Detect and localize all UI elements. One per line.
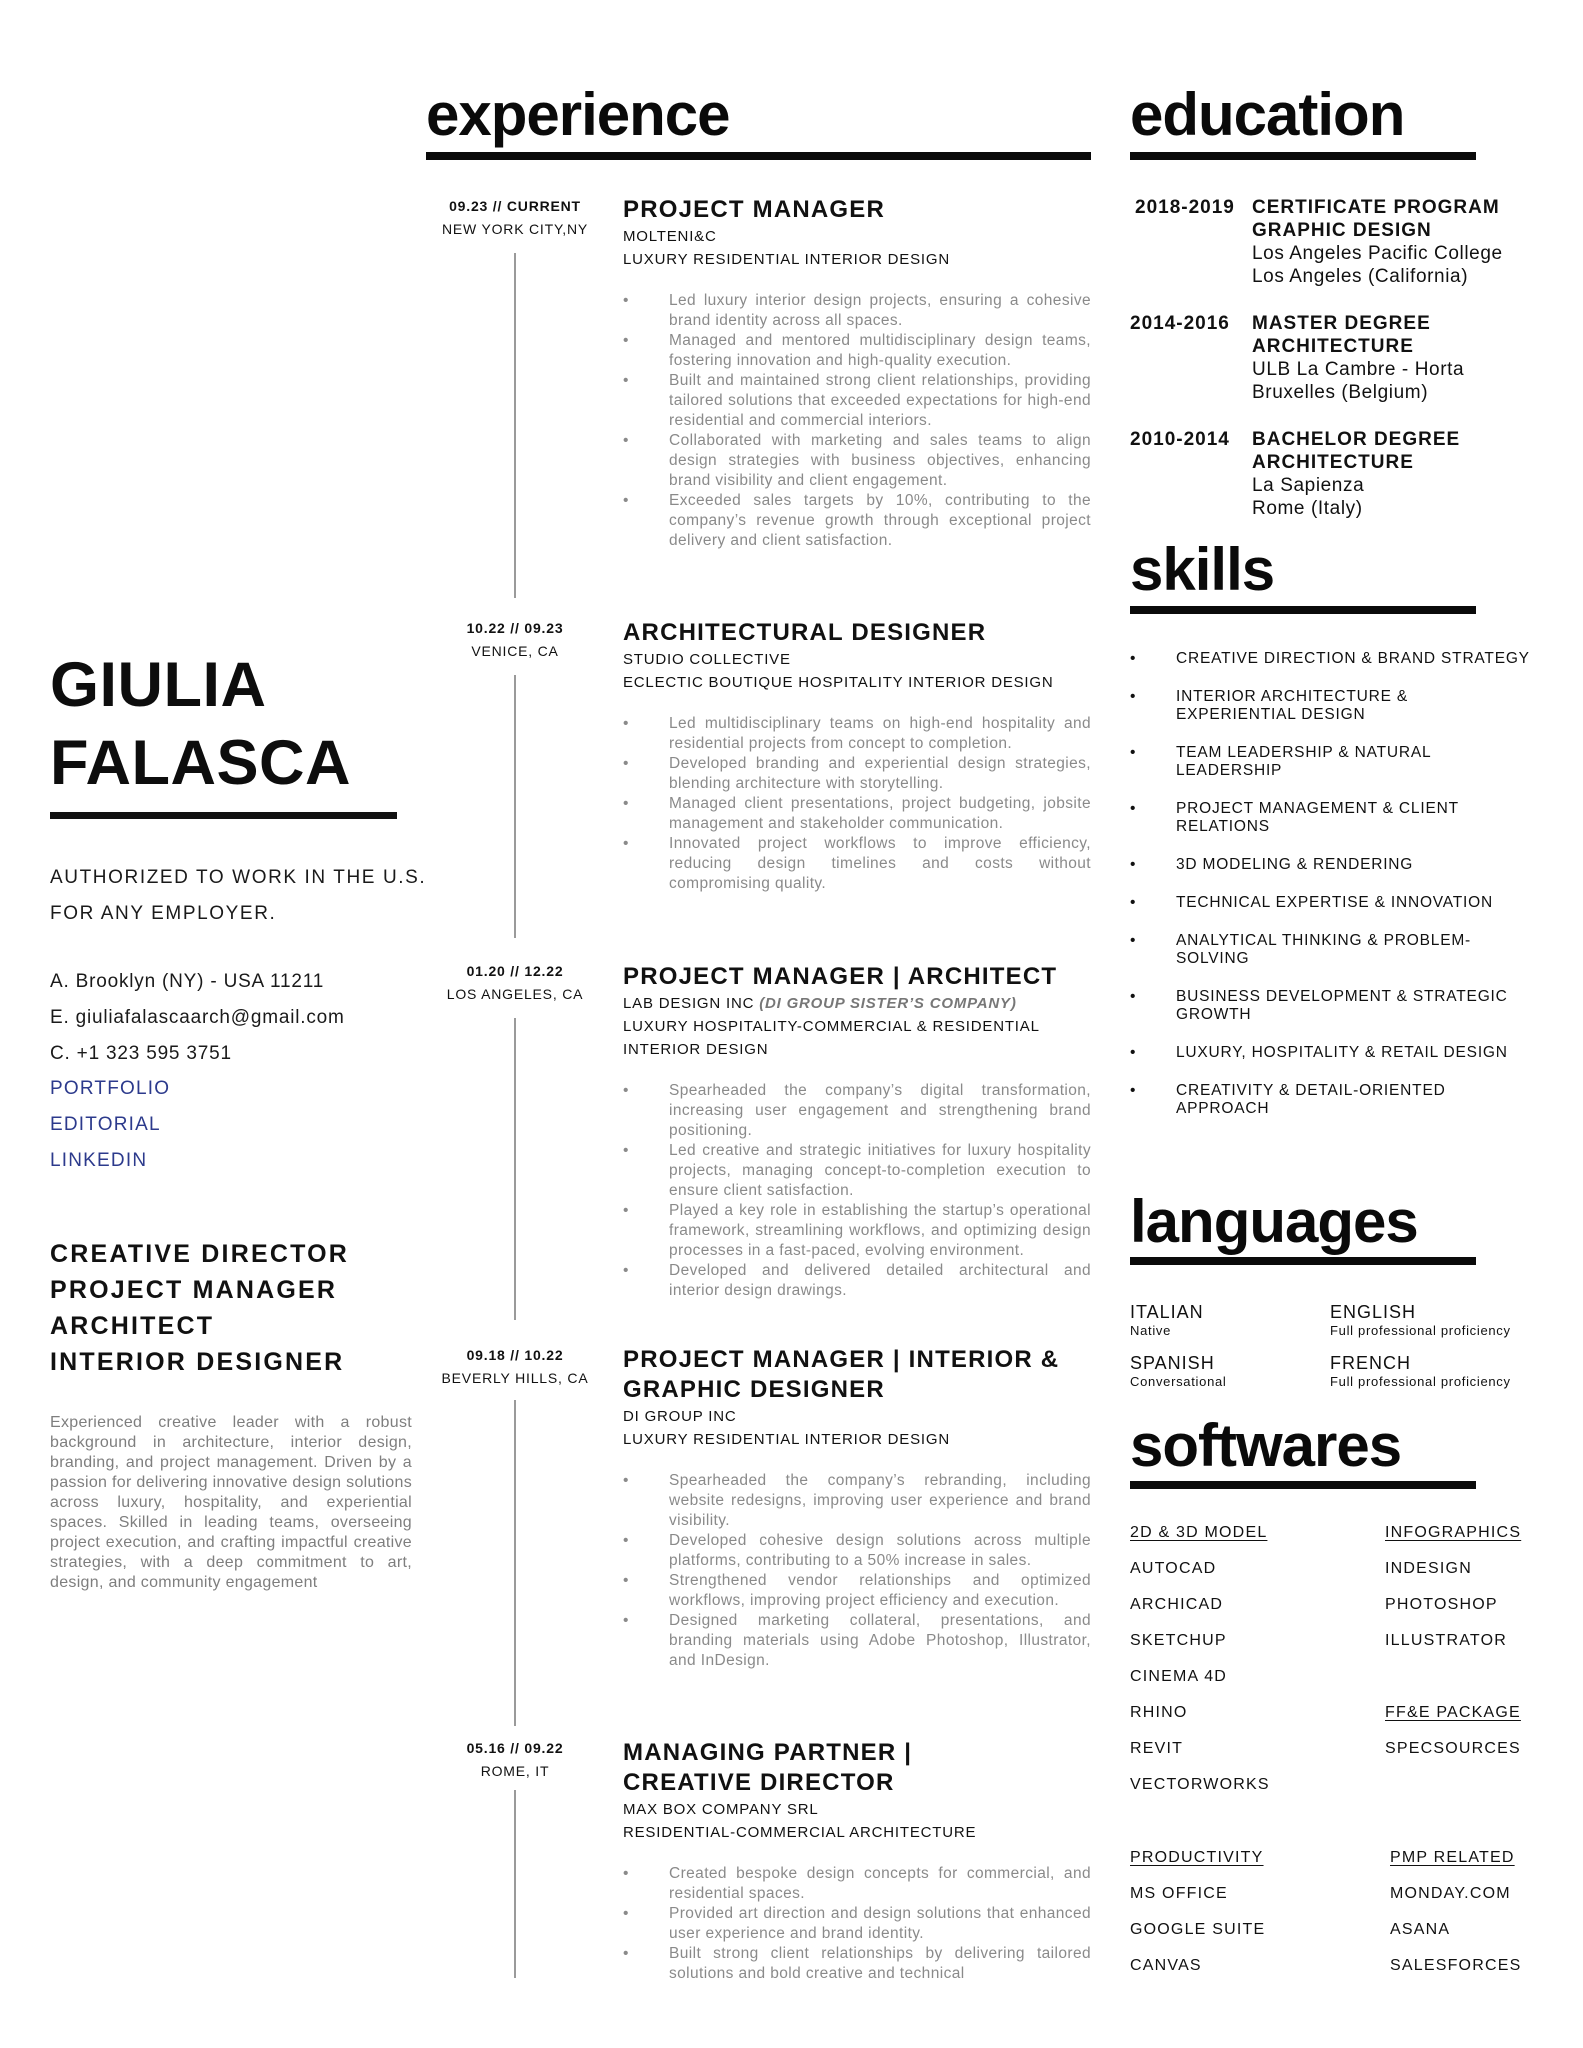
title-line: PROJECT MANAGER [50,1276,338,1304]
title-line: ARCHITECT [50,1312,215,1340]
job-bullets [623,714,1091,894]
job-dates [430,1344,600,1390]
profile-summary: Experienced creative leader with a robust background in architecture, interior design, branding, and project management. Driven by a passion for delivering innovative design solutions across luxury, hospitality, and experiential spaces. Skilled in leading teams, overseeing project execution, and crafting impactful creative strategies, with a deep commitment to art, design, and community engagement [50,1414,412,1591]
software-group-ffe [1385,1695,1521,1767]
job-bullet: • Strengthened vendor relationships and optimized workflows, improving project efficiency and execution. [623,1571,1091,1611]
job-date-range: 09.23 // CURRENT [449,198,581,214]
contact-address: A. Brooklyn (NY) - USA 11211 [50,971,325,992]
school-line: Bruxelles (Belgium) [1252,382,1429,403]
degree-line: CERTIFICATE PROGRAM [1252,197,1500,218]
education-heading: education [1130,81,1405,148]
job-sector: RESIDENTIAL-COMMERCIAL ARCHITECTURE [623,1824,977,1841]
timeline-line [514,1018,516,1320]
skill-item: • CREATIVE DIRECTION & BRAND STRATEGY [1130,650,1530,668]
profile-links [50,1071,170,1179]
company-name: LAB DESIGN INC [623,995,760,1012]
software-group-heading: FF&E PACKAGE [1385,1704,1521,1721]
software-item: MONDAY.COM [1390,1885,1511,1902]
languages-heading-rule [1130,1257,1476,1265]
title-line: CREATIVE DIRECTOR [50,1240,349,1268]
language-name: FRENCH [1330,1353,1411,1373]
language-entry [1130,1353,1227,1389]
job-date-range: 10.22 // 09.23 [466,620,564,636]
language-level: Full professional proficiency [1330,1323,1511,1338]
skills-list [1130,650,1530,1138]
education-years: 2010-2014 [1130,429,1230,450]
job-bullet: • Designed marketing collateral, presentations, and branding materials using Adobe Photoshop, Illustrator, and InDesign. [623,1611,1091,1671]
authorization-line: FOR ANY EMPLOYER. [50,903,277,924]
job-bullet: • Provided art direction and design solutions that enhanced user experience and brand identity. [623,1904,1091,1944]
timeline-line [514,1400,516,1726]
software-item: RHINO [1130,1704,1188,1721]
software-item: CANVAS [1130,1957,1202,1974]
education-degree [1252,196,1572,242]
job-company [623,1798,1091,1821]
skill-item: • 3D MODELING & RENDERING [1130,856,1530,874]
job-company [623,1405,1091,1428]
timeline-line [514,1790,516,1978]
job-bullet: • Led multidisciplinary teams on high-end hospitality and residential projects from concept to completion. [623,714,1091,754]
job-bullet: • Developed and delivered detailed architectural and interior design drawings. [623,1261,1091,1301]
job-location: VENICE, CA [471,643,559,659]
education-degree [1252,428,1572,474]
software-group-model [1130,1515,1270,1803]
job-entry [623,1738,1091,1984]
school-line: Rome (Italy) [1252,498,1363,519]
job-dates [430,617,600,663]
job-bullet: • Collaborated with marketing and sales teams to align design strategies with business objectives, enhancing brand visibility and client engagement. [623,431,1091,491]
experience-heading: experience [426,81,730,148]
work-authorization [50,860,426,932]
skill-item: • TEAM LEADERSHIP & NATURAL LEADERSHIP [1130,744,1530,780]
job-title: PROJECT MANAGER | INTERIOR & GRAPHIC DESIGNER [623,1346,1060,1403]
software-group-infographics [1385,1515,1521,1659]
job-title: ARCHITECTURAL DESIGNER [623,619,987,646]
job-bullet: • Developed branding and experiential design strategies, blending architecture with storytelling. [623,754,1091,794]
job-bullets [623,1081,1091,1301]
job-bullet: • Innovated project workflows to improve efficiency, reducing design timelines and costs without compromising quality. [623,834,1091,894]
job-location: ROME, IT [480,1763,550,1779]
degree-line: ARCHITECTURE [1252,452,1414,473]
skill-item: • ANALYTICAL THINKING & PROBLEM-SOLVING [1130,932,1530,968]
education-years: 2014-2016 [1130,313,1230,334]
degree-line: MASTER DEGREE [1252,313,1431,334]
education-school [1252,358,1572,404]
company-name: STUDIO COLLECTIVE [623,651,791,668]
job-title: MANAGING PARTNER | CREATIVE DIRECTOR [623,1739,913,1796]
job-bullet: • Exceeded sales targets by 10%, contributing to the company’s revenue growth through exceptional project delivery and client satisfaction. [623,491,1091,551]
authorization-line: AUTHORIZED TO WORK IN THE U.S. [50,867,427,888]
contact-phone[interactable]: C. +1 323 595 3751 [50,1043,232,1064]
degree-line: ARCHITECTURE [1252,336,1414,357]
candidate-name [50,646,351,802]
job-dates [430,195,600,241]
job-location: LOS ANGELES, CA [446,986,584,1002]
software-item: SPECSOURCES [1385,1740,1521,1757]
job-bullet: • Led creative and strategic initiatives for luxury hospitality projects, managing concept-to-completion execution to ensure client satisfaction. [623,1141,1091,1201]
portfolio-link[interactable]: PORTFOLIO [50,1078,171,1099]
job-sector: LUXURY RESIDENTIAL INTERIOR DESIGN [623,1431,950,1448]
job-sector: LUXURY HOSPITALITY-COMMERCIAL & RESIDENTIAL INTERIOR DESIGN [623,1018,1040,1058]
first-name: GIULIA [50,650,267,720]
job-bullet: • Led luxury interior design projects, ensuring a cohesive brand identity across all spaces. [623,291,1091,331]
skill-item: • TECHNICAL EXPERTISE & INNOVATION [1130,894,1530,912]
software-group-heading: PRODUCTIVITY [1130,1849,1264,1866]
software-item: INDESIGN [1385,1560,1472,1577]
software-group-heading: 2D & 3D MODEL [1130,1524,1268,1541]
job-bullet: • Developed cohesive design solutions across multiple platforms, contributing to a 50% increase in sales. [623,1531,1091,1571]
company-name: DI GROUP INC [623,1408,737,1425]
software-group-productivity [1130,1840,1265,1984]
job-company [623,648,1091,671]
software-item: CINEMA 4D [1130,1668,1228,1685]
job-location: BEVERLY HILLS, CA [441,1370,589,1386]
job-bullets [623,291,1091,551]
software-item: SKETCHUP [1130,1632,1227,1649]
skill-item: • INTERIOR ARCHITECTURE & EXPERIENTIAL DESIGN [1130,688,1530,724]
job-dates [430,1737,600,1783]
degree-line: GRAPHIC DESIGN [1252,220,1432,241]
software-item: ILLUSTRATOR [1385,1632,1507,1649]
job-date-range: 05.16 // 09.22 [466,1740,564,1756]
language-name: ENGLISH [1330,1302,1417,1322]
software-item: AUTOCAD [1130,1560,1217,1577]
language-level: Native [1130,1323,1172,1338]
software-item: MS OFFICE [1130,1885,1228,1902]
skill-item: • PROJECT MANAGEMENT & CLIENT RELATIONS [1130,800,1530,836]
skill-item: • LUXURY, HOSPITALITY & RETAIL DESIGN [1130,1044,1530,1062]
language-entry [1130,1302,1204,1338]
company-note: (DI GROUP SISTER’S COMPANY) [759,995,1017,1012]
linkedin-link[interactable]: LINKEDIN [50,1150,148,1171]
last-name: FALASCA [50,728,351,798]
education-school [1252,242,1572,288]
job-title: PROJECT MANAGER | ARCHITECT [623,963,1058,990]
professional-titles [50,1236,349,1380]
software-item: ASANA [1390,1921,1451,1938]
job-entry [623,618,1091,894]
job-dates [430,960,600,1006]
language-name: SPANISH [1130,1353,1215,1373]
job-company [623,992,1091,1015]
contact-email[interactable]: E. giuliafalascaarch@gmail.com [50,1007,345,1028]
education-degree [1252,312,1572,358]
school-line: Los Angeles Pacific College [1252,243,1503,264]
timeline-line [514,253,516,598]
editorial-link[interactable]: EDITORIAL [50,1114,161,1135]
job-entry [623,1345,1091,1671]
software-item: GOOGLE SUITE [1130,1921,1266,1938]
job-entry [623,962,1091,1301]
job-bullet: • Played a key role in establishing the startup’s operational framework, streamlining workflows, and optimizing design processes in a fast-paced, evolving environment. [623,1201,1091,1261]
job-company [623,225,1091,248]
job-bullet: • Spearheaded the company’s rebranding, including website redesigns, improving user experience and brand visibility. [623,1471,1091,1531]
software-item: REVIT [1130,1740,1184,1757]
job-bullet: • Managed client presentations, project budgeting, jobsite management and stakeholder communication. [623,794,1091,834]
job-sector: LUXURY RESIDENTIAL INTERIOR DESIGN [623,251,950,268]
job-bullet: • Created bespoke design concepts for commercial, and residential spaces. [623,1864,1091,1904]
school-line: La Sapienza [1252,475,1365,496]
language-level: Conversational [1130,1374,1227,1389]
contact-info [50,964,345,1072]
name-divider [50,812,397,819]
degree-line: BACHELOR DEGREE [1252,429,1461,450]
job-bullet: • Built and maintained strong client relationships, providing tailored solutions that exceeded expectations for high-end residential and commercial interiors. [623,371,1091,431]
language-level: Full professional proficiency [1330,1374,1511,1389]
job-date-range: 09.18 // 10.22 [466,1347,564,1363]
software-item: SALESFORCES [1390,1957,1522,1974]
software-group-heading: PMP RELATED [1390,1849,1515,1866]
experience-heading-rule [426,152,1091,160]
language-name: ITALIAN [1130,1302,1204,1322]
software-item: ARCHICAD [1130,1596,1224,1613]
job-bullet: • Built strong client relationships by delivering tailored solutions and bold creative and technical [623,1944,1091,1984]
timeline-line [514,675,516,938]
education-years: 2018-2019 [1135,197,1235,218]
job-bullets [623,1471,1091,1671]
software-group-heading: INFOGRAPHICS [1385,1524,1522,1541]
company-name: MOLTENI&C [623,228,717,245]
software-item: VECTORWORKS [1130,1776,1270,1793]
language-entry [1330,1302,1511,1338]
school-line: Los Angeles (California) [1252,266,1469,287]
school-line: ULB La Cambre - Horta [1252,359,1465,380]
skill-item: • BUSINESS DEVELOPMENT & STRATEGIC GROWTH [1130,988,1530,1024]
skills-heading-rule [1130,606,1476,614]
job-bullet: • Managed and mentored multidisciplinary design teams, fostering innovation and high-quality execution. [623,331,1091,371]
job-title: PROJECT MANAGER [623,196,886,223]
job-sector: ECLECTIC BOUTIQUE HOSPITALITY INTERIOR DESIGN [623,674,1054,691]
skill-item: • CREATIVITY & DETAIL-ORIENTED APPROACH [1130,1082,1530,1118]
languages-heading: languages [1130,1188,1418,1255]
education-heading-rule [1130,152,1476,160]
skills-heading: skills [1130,536,1275,603]
education-school [1252,474,1572,520]
language-entry [1330,1353,1511,1389]
title-line: INTERIOR DESIGNER [50,1348,345,1376]
company-name: MAX BOX COMPANY SRL [623,1801,819,1818]
softwares-heading: softwares [1130,1412,1402,1479]
softwares-heading-rule [1130,1481,1476,1489]
job-date-range: 01.20 // 12.22 [466,963,564,979]
software-group-pmp [1390,1840,1521,1984]
job-location: NEW YORK CITY,NY [441,221,589,237]
job-bullet: • Spearheaded the company’s digital transformation, increasing user engagement and strengthening brand positioning. [623,1081,1091,1141]
software-item: PHOTOSHOP [1385,1596,1498,1613]
job-bullets [623,1864,1091,1984]
job-entry [623,195,1091,551]
